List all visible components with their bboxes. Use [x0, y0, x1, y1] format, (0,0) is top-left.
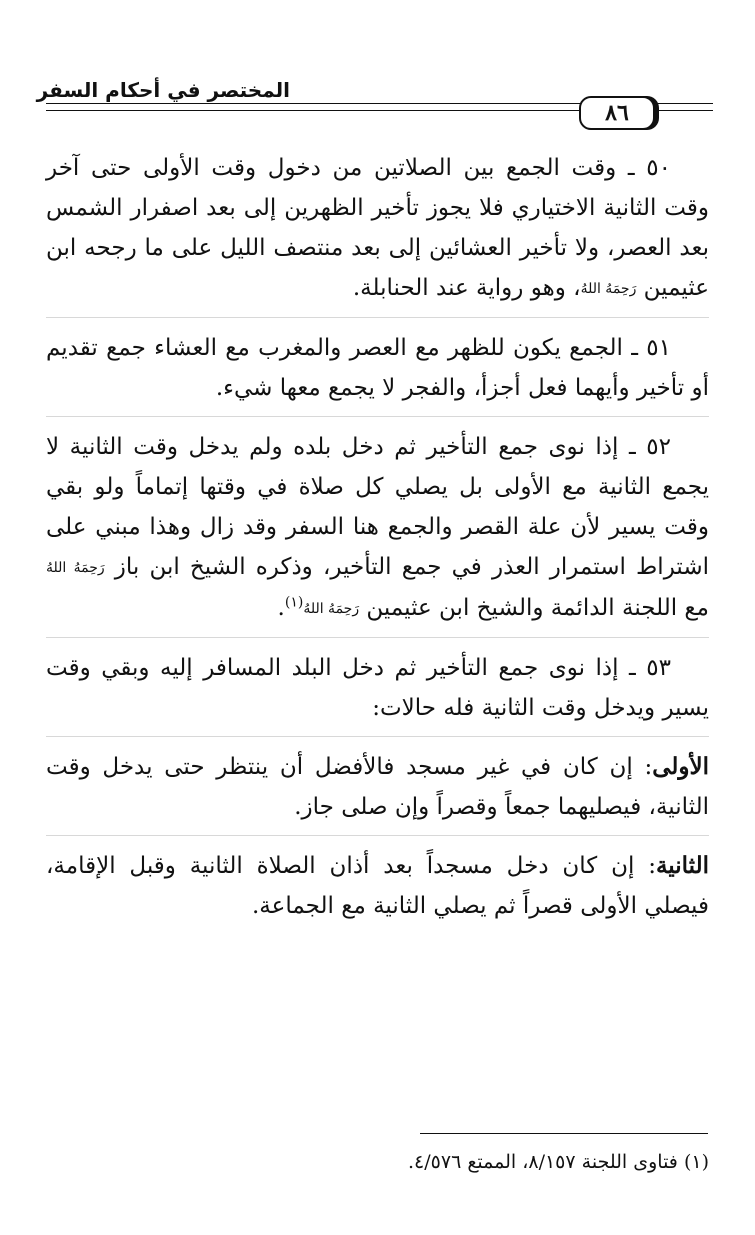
footnote-separator	[420, 1133, 708, 1134]
paragraph-text: وقت الجمع بين الصلاتين من دخول وقت الأولى حتى آخر وقت الثانية الاختياري فلا يجوز تأخير الظهرين إلى بعد اصفرار الشمس بعد العصر، ولا تأخير العشائين إلى بعد منتصف الليل على ما رجحه ابن عثيمين	[46, 155, 709, 301]
case-text: : إن كان في غير مسجد فالأفضل أن ينتظر حتى يدخل وقت الثانية، فيصليهما جمعاً وقصراً وإن صلى جاز.	[46, 754, 709, 820]
header-rule-left-top	[46, 103, 581, 104]
dash: ـ	[618, 434, 647, 460]
paragraph-text: إذا نوى جمع التأخير ثم دخل بلده ولم يدخل وقت الثانية لا يجمع الثانية مع الأولى بل يصلي كل صلاة في وقتها إتماماً ولو بقي وقت يسير لأن علة القصر والجمع هنا السفر وقد زال وهذا مبني على اشتراط استمرار العذر في جمع التأخير، وذكره الشيخ ابن باز	[46, 434, 709, 580]
paragraph-text-end: .	[277, 595, 285, 621]
running-title: المختصر في أحكام السفر	[36, 78, 290, 102]
header-rule-left-bottom	[46, 110, 581, 111]
header-rule-right-top	[655, 103, 713, 104]
case-text: : إن كان دخل مسجداً بعد أذان الصلاة الثانية وقبل الإقامة، فيصلي الأولى قصراً ثم يصلي الثانية مع الجماعة.	[46, 853, 709, 919]
footnote-marker: (١)	[683, 1151, 709, 1173]
paragraph-52	[46, 427, 709, 638]
dash: ـ	[618, 655, 647, 681]
case-second	[46, 846, 709, 934]
page-number-box	[579, 96, 655, 130]
paragraph-51	[46, 328, 709, 417]
paragraph-text: الجمع يكون للظهر مع العصر والمغرب مع العشاء جمع تقديم أو تأخير وأيهما فعل أجزأ، والفجر لا يجمع معها شيء.	[46, 335, 709, 401]
honorific: رَحِمَهُ اللهُ	[303, 601, 360, 617]
paragraph-text: إذا نوى جمع التأخير ثم دخل البلد المسافر إليه وبقي وقت يسير ويدخل وقت الثانية فله حالات:	[46, 655, 709, 721]
main-text	[46, 148, 709, 944]
footnote-text: فتاوى اللجنة ٨/١٥٧، الممتع ٤/٥٧٦.	[408, 1151, 678, 1173]
dash: ـ	[616, 155, 647, 181]
dash: ـ	[622, 335, 647, 361]
honorific: رَحِمَهُ اللهُ	[580, 281, 637, 297]
footnote	[46, 1148, 709, 1176]
paragraph-number: ٥٠	[646, 155, 671, 181]
paragraph-number: ٥٢	[646, 434, 671, 460]
page-header	[0, 0, 755, 140]
honorific: رَحِمَهُ اللهُ	[46, 560, 105, 576]
paragraph-text-end: ، وهو رواية عند الحنابلة.	[352, 275, 581, 301]
case-label: الأولى	[652, 753, 709, 780]
page-number: ٨٦	[605, 100, 629, 126]
paragraph-text: مع اللجنة الدائمة والشيخ ابن عثيمين	[366, 595, 709, 621]
footnote-reference[interactable]: (١)	[284, 594, 304, 611]
case-label: الثانية	[655, 852, 709, 879]
paragraph-number: ٥١	[646, 335, 671, 361]
case-first	[46, 747, 709, 836]
header-rule-right-bottom	[655, 110, 713, 111]
paragraph-number: ٥٣	[646, 655, 671, 681]
paragraph-53	[46, 648, 709, 737]
paragraph-50	[46, 148, 709, 318]
